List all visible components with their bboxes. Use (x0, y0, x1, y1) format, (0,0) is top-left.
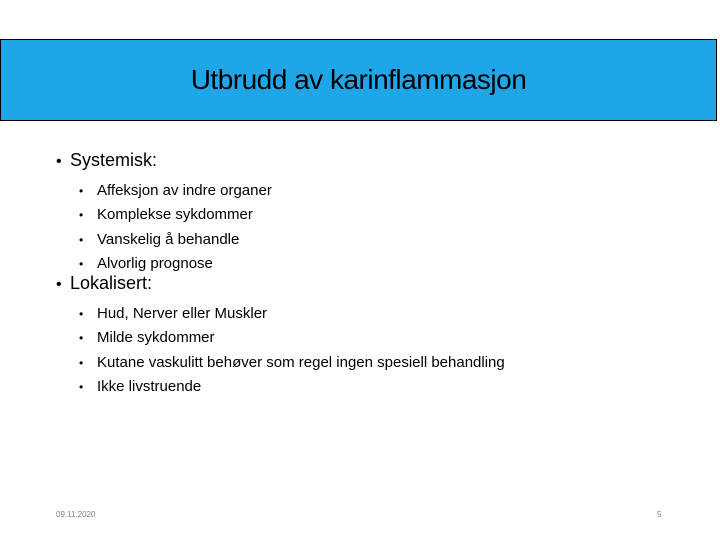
list-item-text: Komplekse sykdommer (97, 206, 253, 224)
bullet-icon: • (79, 379, 84, 394)
list-item (56, 351, 505, 375)
sub-list (56, 302, 505, 399)
bullet-icon: • (79, 208, 84, 223)
section-systemisk (56, 149, 272, 276)
list-item (56, 203, 272, 227)
section-heading (56, 149, 272, 173)
section-label: Lokalisert: (70, 273, 153, 293)
list-item-text: Hud, Nerver eller Muskler (97, 305, 268, 322)
bullet-icon: • (79, 331, 84, 346)
list-item-text: Vanskelig å behandle (97, 230, 240, 248)
list-item-text: Kutane vaskulitt behøver som regel ingen spesiell behandling (97, 353, 505, 371)
list-item (56, 228, 272, 252)
bullet-icon: • (56, 276, 62, 293)
bullet-icon: • (79, 232, 84, 247)
section-heading (56, 272, 505, 296)
section-label: Systemisk: (70, 150, 158, 170)
list-item (56, 375, 505, 399)
list-item (56, 326, 505, 350)
bullet-icon: • (79, 355, 84, 370)
page-number: 5 (657, 510, 662, 519)
bullet-icon: • (79, 256, 84, 271)
list-item (56, 302, 505, 326)
list-item-text: Milde sykdommer (97, 329, 215, 347)
bullet-icon: • (79, 184, 84, 198)
bullet-icon: • (56, 153, 62, 170)
list-item-text: Affeksjon av indre organer (97, 182, 272, 199)
title-bar (0, 39, 717, 121)
slide-title: Utbrudd av karinflammasjon (190, 64, 527, 95)
footer-date: 09.11.2020 (56, 510, 96, 519)
bullet-icon: • (79, 307, 84, 321)
sub-list (56, 179, 272, 276)
list-item-text: Alvorlig prognose (97, 254, 213, 272)
list-item (56, 179, 272, 203)
section-lokalisert (56, 272, 505, 399)
list-item-text: Ikke livstruende (97, 377, 202, 395)
